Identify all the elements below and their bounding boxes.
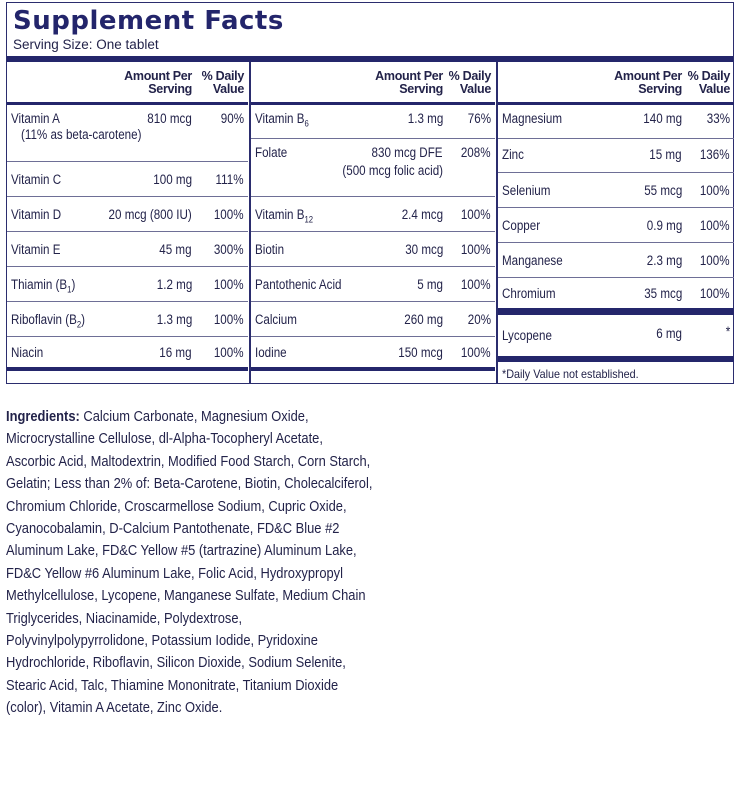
ingredients-text: Calcium Carbonate, Magnesium Oxide, Microcrystalline Cellulose, dl-Alpha-Tocopheryl Acetate, Ascorbic Acid, Maltodextrin, Modified Food Starch, Corn Starch, Gelatin; Less than 2% of: Beta-Carotene, Biotin, Cholecalciferol, Chromium Chloride, Croscarmellose Sodium, Cupric Oxide, Cyanocobalamin, D-Calcium Pantothenate, FD&C Blue #2 Aluminum Lake, FD&C Yellow #5 (tartrazine) Aluminum Lake, FD&C Yellow #6 Aluminum Lake, Folic Acid, Hydroxypropyl Methylcellulose, Lycopene, Manganese Sulfate, Medium Chain Triglycerides, Niacinamide, Polydextrose, Polyvinylpolypyrrolidone, Potassium Iodide, Pyridoxine Hydrochloride, Riboflavin, Silicon Dioxide, Sodium Selenite, Stearic Acid, Talc, Thiamine Mononitrate, Titanium Dioxide (color), Vitamin A Acetate, Zinc Oxide.	[6, 408, 373, 717]
nutrient-row	[498, 243, 734, 278]
nutrient-row	[498, 173, 734, 208]
nutrient-amount: 1.3 mg	[156, 312, 192, 327]
column-header	[498, 62, 734, 105]
nutrient-row	[7, 267, 248, 302]
nutrient-dv: 208%	[461, 145, 491, 160]
nutrient-dv: 100%	[461, 207, 491, 222]
nutrient-dv: 100%	[461, 242, 491, 257]
nutrient-name: Lycopene	[502, 328, 552, 343]
amount-header-line1: Amount Per	[124, 69, 192, 83]
nutrient-name: Vitamin C	[11, 172, 62, 187]
nutrient-name	[11, 277, 75, 295]
footnote: *Daily Value not established.	[502, 367, 639, 381]
name-subscript: 2	[76, 319, 82, 330]
nutrient-row	[7, 162, 248, 197]
nutrient-row	[498, 105, 734, 139]
nutrient-amount: 16 mg	[159, 345, 192, 360]
nutrient-dv: 90%	[220, 111, 244, 126]
nutrient-row	[251, 267, 495, 302]
amount-header-line2: Serving	[638, 82, 682, 96]
nutrient-row	[7, 105, 248, 162]
amount-header-line2: Serving	[148, 82, 192, 96]
nutrient-row	[498, 278, 734, 315]
amount-header-line1: Amount Per	[614, 69, 682, 83]
name-subscript: 1	[67, 284, 72, 295]
ingredients-paragraph	[6, 406, 402, 720]
nutrient-dv: 100%	[214, 312, 244, 327]
nutrient-amount: 830 mcg DFE	[372, 145, 443, 160]
serving-size: Serving Size: One tablet	[13, 37, 159, 52]
panel-title: Supplement Facts	[13, 6, 284, 36]
nutrient-name: Iodine	[255, 345, 287, 360]
nutrient-amount: 20 mcg (800 IU)	[108, 207, 192, 222]
nutrient-dv: 76%	[467, 111, 491, 126]
nutrient-name: Zinc	[502, 147, 524, 162]
nutrient-dv: 100%	[461, 345, 491, 360]
nutrient-name: Biotin	[255, 242, 285, 257]
nutrient-dv: 100%	[700, 253, 730, 268]
nutrient-amount: 2.4 mcg	[401, 207, 443, 222]
nutrient-dv: 136%	[700, 147, 730, 162]
nutrient-name	[255, 207, 313, 225]
nutrient-name: Vitamin E	[11, 242, 61, 257]
supplement-facts-panel	[6, 2, 734, 384]
nutrient-row	[251, 139, 495, 197]
column-header	[251, 62, 495, 105]
dv-header-line1: % Daily	[201, 69, 244, 83]
nutrient-amount: 55 mcg	[643, 183, 682, 198]
facts-column-1	[7, 62, 248, 383]
nutrient-name: Vitamin A	[11, 111, 60, 126]
nutrient-name	[255, 111, 309, 129]
name-text: Vitamin B	[255, 207, 305, 222]
nutrient-name: Folate	[255, 145, 288, 160]
nutrient-row	[7, 197, 248, 232]
nutrient-dv: 33%	[706, 111, 730, 126]
nutrient-row	[251, 232, 495, 267]
nutrient-amount: 260 mg	[404, 312, 443, 327]
dv-header-line1: % Daily	[687, 69, 730, 83]
nutrient-dv: 100%	[461, 277, 491, 292]
nutrient-name: Pantothenic Acid	[255, 277, 342, 292]
nutrient-dv: *	[725, 324, 730, 339]
nutrient-amount: 150 mcg	[398, 345, 443, 360]
dv-header-line2: Value	[698, 82, 730, 96]
dv-header-line1: % Daily	[448, 69, 491, 83]
nutrient-amount: 5 mg	[417, 277, 443, 292]
nutrient-amount: 6 mg	[656, 326, 682, 341]
nutrient-row	[251, 197, 495, 232]
nutrient-name: Niacin	[11, 345, 44, 360]
nutrient-dv: 300%	[214, 242, 244, 257]
nutrient-row	[7, 302, 248, 337]
amount-header-line1: Amount Per	[375, 69, 443, 83]
nutrient-name	[11, 312, 85, 330]
ingredients-label: Ingredients:	[6, 408, 80, 425]
nutrient-dv: 111%	[216, 172, 244, 187]
name-text: Thiamin (B	[11, 277, 68, 292]
dv-header-line2: Value	[212, 82, 244, 96]
nutrient-row	[498, 316, 734, 362]
nutrient-amount: 15 mg	[649, 147, 682, 162]
nutrient-amount: 30 mcg	[404, 242, 443, 257]
nutrient-dv: 100%	[214, 277, 244, 292]
name-tail: )	[81, 312, 86, 327]
nutrient-name: Chromium	[502, 286, 556, 301]
nutrient-dv: 100%	[214, 345, 244, 360]
nutrient-dv: 100%	[700, 183, 730, 198]
nutrient-amount: 1.2 mg	[156, 277, 192, 292]
nutrient-row	[251, 302, 495, 337]
name-subscript: 12	[304, 214, 314, 225]
nutrient-amount: 2.3 mg	[646, 253, 682, 268]
nutrient-row	[7, 232, 248, 267]
nutrient-amount: 810 mcg	[147, 111, 192, 126]
nutrient-row	[251, 337, 495, 371]
name-text: Vitamin B	[255, 111, 305, 126]
name-tail: )	[71, 277, 76, 292]
nutrient-row	[251, 105, 495, 139]
nutrient-name: Manganese	[502, 253, 563, 268]
nutrient-name: Copper	[502, 218, 541, 233]
name-text: Riboflavin (B	[11, 312, 77, 327]
nutrient-name: Vitamin D	[11, 207, 62, 222]
nutrient-dv: 100%	[700, 218, 730, 233]
nutrient-dv: 20%	[467, 312, 491, 327]
nutrient-note: (11% as beta-carotene)	[21, 127, 142, 142]
nutrient-name: Magnesium	[502, 111, 563, 126]
facts-column-3	[498, 62, 734, 383]
nutrient-amount: 35 mcg	[643, 286, 682, 301]
column-header	[7, 62, 248, 105]
nutrient-amount-note: (500 mcg folic acid)	[342, 163, 443, 178]
nutrient-amount: 140 mg	[643, 111, 682, 126]
nutrient-amount: 1.3 mg	[407, 111, 443, 126]
facts-column-2	[251, 62, 495, 383]
nutrient-name: Selenium	[502, 183, 551, 198]
nutrient-row	[498, 139, 734, 173]
nutrient-row	[7, 337, 248, 371]
nutrient-amount: 45 mg	[159, 242, 192, 257]
nutrient-row	[498, 208, 734, 243]
nutrient-amount: 100 mg	[153, 172, 192, 187]
nutrient-dv: 100%	[214, 207, 244, 222]
nutrient-dv: 100%	[700, 286, 730, 301]
nutrient-name: Calcium	[255, 312, 297, 327]
name-subscript: 6	[304, 118, 309, 129]
dv-header-line2: Value	[459, 82, 491, 96]
nutrient-amount: 0.9 mg	[646, 218, 682, 233]
amount-header-line2: Serving	[399, 82, 443, 96]
